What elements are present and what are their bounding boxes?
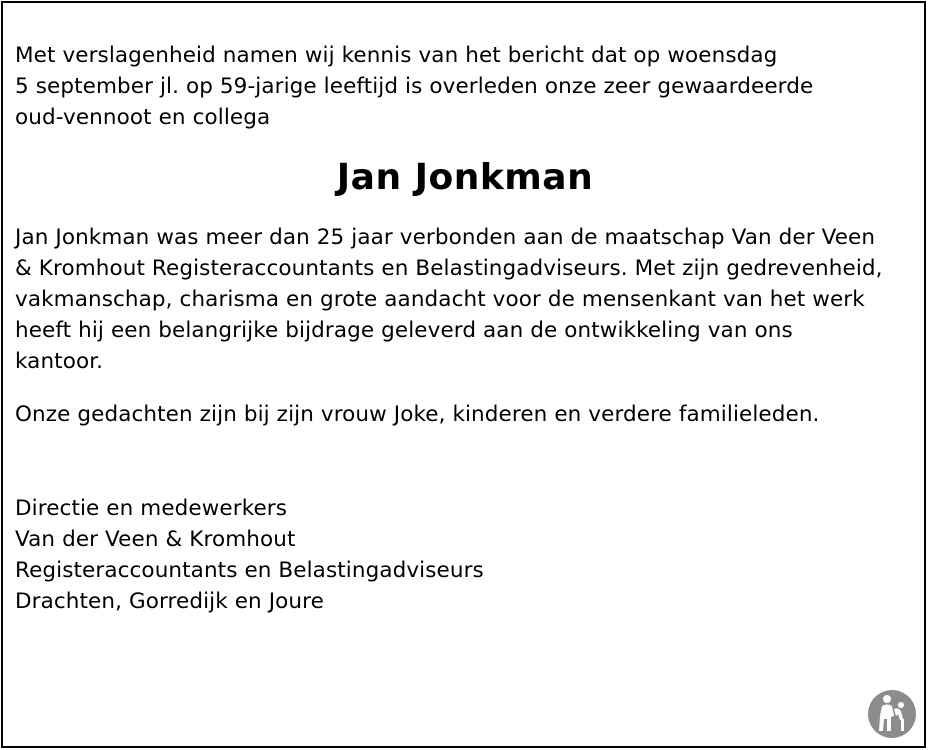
body-line: Jan Jonkman was meer dan 25 jaar verbonden aan de maatschap Van der Veen [15, 225, 876, 250]
intro-line: 5 september jl. op 59-jarige leeftijd is overleden onze zeer gewaardeerde [15, 74, 814, 99]
signature-block [15, 493, 915, 617]
body-line: heeft hij een belangrijke bijdrage geleverd aan de ontwikkeling van ons [15, 318, 793, 343]
intro-line: Met verslagenheid namen wij kennis van het bericht dat op woensdag [15, 43, 778, 68]
intro-line: oud-vennoot en collega [15, 105, 271, 130]
signature-line: Drachten, Gorredijk en Joure [15, 589, 324, 614]
signature-line: Directie en medewerkers [15, 496, 288, 521]
mourning-figure-icon [867, 689, 917, 739]
thoughts-paragraph [15, 399, 915, 430]
body-line: & Kromhout Registeraccountants en Belastingadviseurs. Met zijn gedrevenheid, [15, 256, 883, 281]
body-line: kantoor. [15, 349, 104, 374]
body-line: vakmanschap, charisma en grote aandacht voor de mensenkant van het werk [15, 287, 865, 312]
thoughts-line: Onze gedachten zijn bij zijn vrouw Joke, kinderen en verdere familieleden. [15, 402, 820, 427]
body-paragraph [15, 222, 915, 377]
deceased-name: Jan Jonkman [336, 157, 594, 198]
signature-line: Registeraccountants en Belastingadviseurs [15, 558, 484, 583]
notice-content [15, 40, 915, 617]
signature-line: Van der Veen & Kromhout [15, 527, 296, 552]
intro-paragraph [15, 40, 915, 133]
